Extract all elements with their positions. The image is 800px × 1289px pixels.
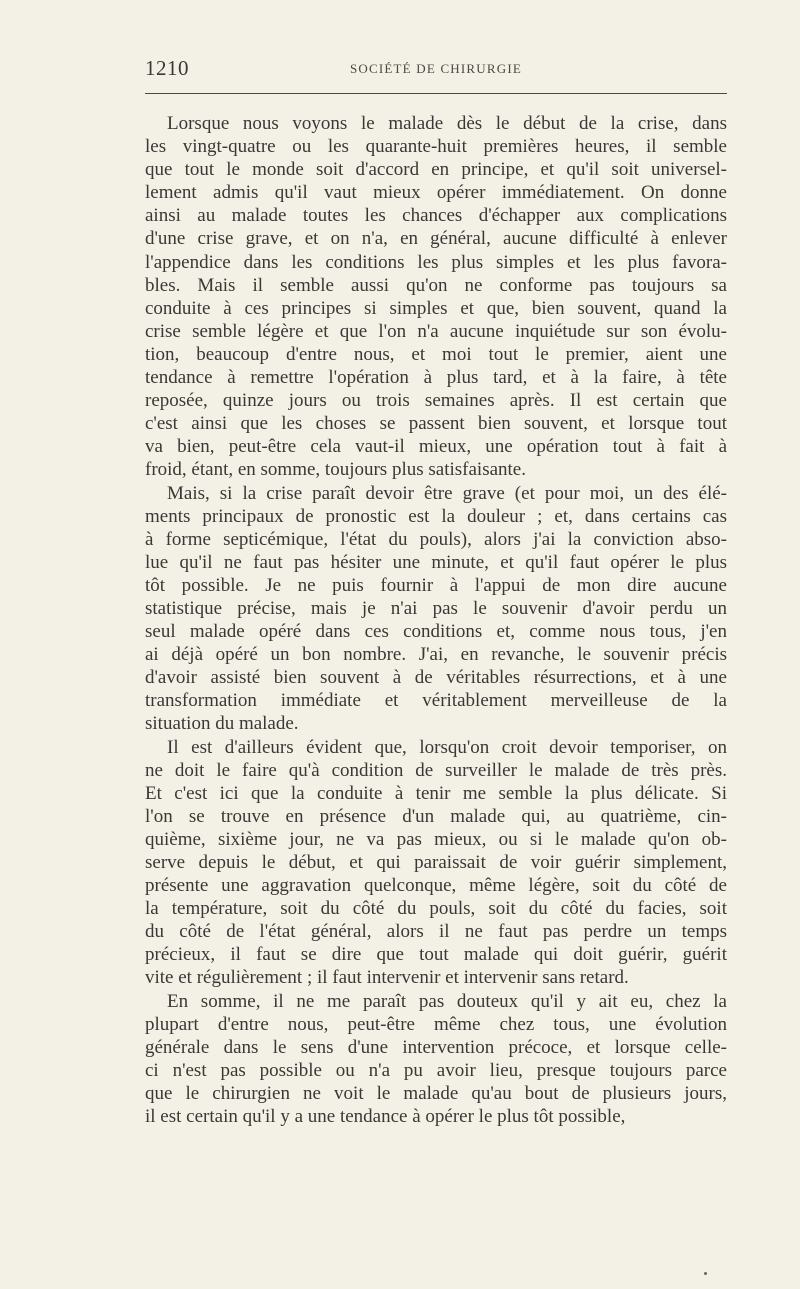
paragraph: [145, 112, 727, 482]
text-line: plupart d'entre nous, peut-être même chez tous, une évolution: [145, 1013, 727, 1035]
text-line: que le chirurgien ne voit le malade qu'au bout de plusieurs jours,: [145, 1082, 727, 1104]
text-line: que tout le monde soit d'accord en principe, et qu'il soit universel-: [145, 159, 727, 181]
text-line: froid, étant, en somme, toujours plus satisfaisante.: [145, 459, 526, 481]
text-line: seul malade opéré dans ces conditions et, comme nous tous, j'en: [145, 621, 727, 643]
paragraph: [145, 990, 727, 1129]
text-line: Et c'est ici que la conduite à tenir me semble la plus délicate. Si: [145, 782, 727, 804]
text-line: Lorsque nous voyons le malade dès le début de la crise, dans: [167, 113, 727, 134]
text-line: situation du malade.: [145, 713, 299, 735]
text-line: conduite à ces principes si simples et que, bien souvent, quand la: [145, 297, 727, 319]
text-line: va bien, peut-être cela vaut-il mieux, une opération tout à fait à: [145, 436, 727, 458]
text-line: statistique précise, mais je n'ai pas le souvenir d'avoir perdu un: [145, 597, 727, 619]
text-line: d'une crise grave, et on n'a, en général, aucune difficulté à enlever: [145, 228, 727, 250]
paragraph: [145, 482, 727, 736]
text-line: Mais, si la crise paraît devoir être grave (et pour moi, un des élé-: [167, 482, 727, 504]
text-line: tendance à remettre l'opération à plus tard, et à la faire, à tête: [145, 367, 727, 389]
text-line: reposée, quinze jours ou trois semaines après. Il est certain que: [145, 390, 727, 412]
text-line: précieux, il faut se dire que tout malade qui doit guérir, guérit: [145, 944, 727, 966]
text-line: c'est ainsi que les choses se passent bien souvent, et lorsque tout: [145, 413, 727, 435]
text-line: présente une aggravation quelconque, même légère, soit du côté de: [145, 875, 727, 897]
text-line: l'appendice dans les conditions les plus simples et les plus favora-: [145, 251, 727, 273]
page-header: [145, 56, 727, 84]
text-line: vite et régulièrement ; il faut intervenir et intervenir sans retard.: [145, 967, 629, 989]
text-line: ainsi au malade toutes les chances d'échapper aux complications: [145, 205, 727, 227]
text-line: ne doit le faire qu'à condition de surveiller le malade de très près.: [145, 759, 727, 781]
text-line: à forme septicémique, l'état du pouls), alors j'ai la conviction abso-: [145, 528, 727, 550]
text-line: lement admis qu'il vaut mieux opérer immédiatement. On donne: [145, 182, 727, 204]
text-line: ai déjà opéré un bon nombre. J'ai, en revanche, le souvenir précis: [145, 644, 727, 666]
paper-speck: [704, 1272, 707, 1275]
text-line: ments principaux de pronostic est la douleur ; et, dans certains cas: [145, 505, 727, 527]
text-line: Il est d'ailleurs évident que, lorsqu'on croit devoir temporiser, on: [167, 736, 727, 758]
text-line: générale dans le sens d'une intervention précoce, et lorsque celle-: [145, 1036, 727, 1058]
text-line: bles. Mais il semble aussi qu'on ne conforme pas toujours sa: [145, 274, 727, 296]
page-number: 1210: [145, 56, 189, 80]
text-line: serve depuis le début, et qui paraissait de voir guérir simplement,: [145, 852, 727, 873]
text-line: quième, sixième jour, ne va pas mieux, ou si le malade qu'on ob-: [145, 828, 727, 850]
text-line: d'avoir assisté bien souvent à de véritables résurrections, et à une: [145, 667, 727, 689]
text-line: l'on se trouve en présence d'un malade qui, au quatrième, cin-: [145, 805, 727, 827]
running-head: SOCIÉTÉ DE CHIRURGIE: [349, 61, 523, 76]
text-line: ci n'est pas possible ou n'a pu avoir lieu, presque toujours parce: [145, 1059, 727, 1081]
text-line: En somme, il ne me paraît pas douteux qu'il y ait eu, chez la: [167, 990, 727, 1012]
text-line: tôt possible. Je ne puis fournir à l'appui de mon dire aucune: [145, 574, 727, 596]
body-text: [145, 112, 727, 1128]
paragraph: [145, 736, 727, 990]
header-rule: [145, 93, 727, 94]
text-line: du côté de l'état général, alors il ne faut pas perdre un temps: [145, 921, 727, 943]
text-line: les vingt-quatre ou les quarante-huit premières heures, il semble: [145, 136, 727, 158]
text-line: il est certain qu'il y a une tendance à opérer le plus tôt possible,: [145, 1106, 626, 1128]
text-line: transformation immédiate et véritablement merveilleuse de la: [145, 690, 727, 712]
text-line: crise semble légère et que l'on n'a aucune inquiétude sur son évolu-: [145, 320, 727, 342]
text-line: lue qu'il ne faut pas hésiter une minute, et qu'il faut opérer le plus: [145, 551, 727, 573]
text-line: la température, soit du côté du pouls, soit du côté du facies, soit: [145, 898, 727, 920]
text-line: tion, beaucoup d'entre nous, et moi tout le premier, aient une: [145, 343, 727, 365]
